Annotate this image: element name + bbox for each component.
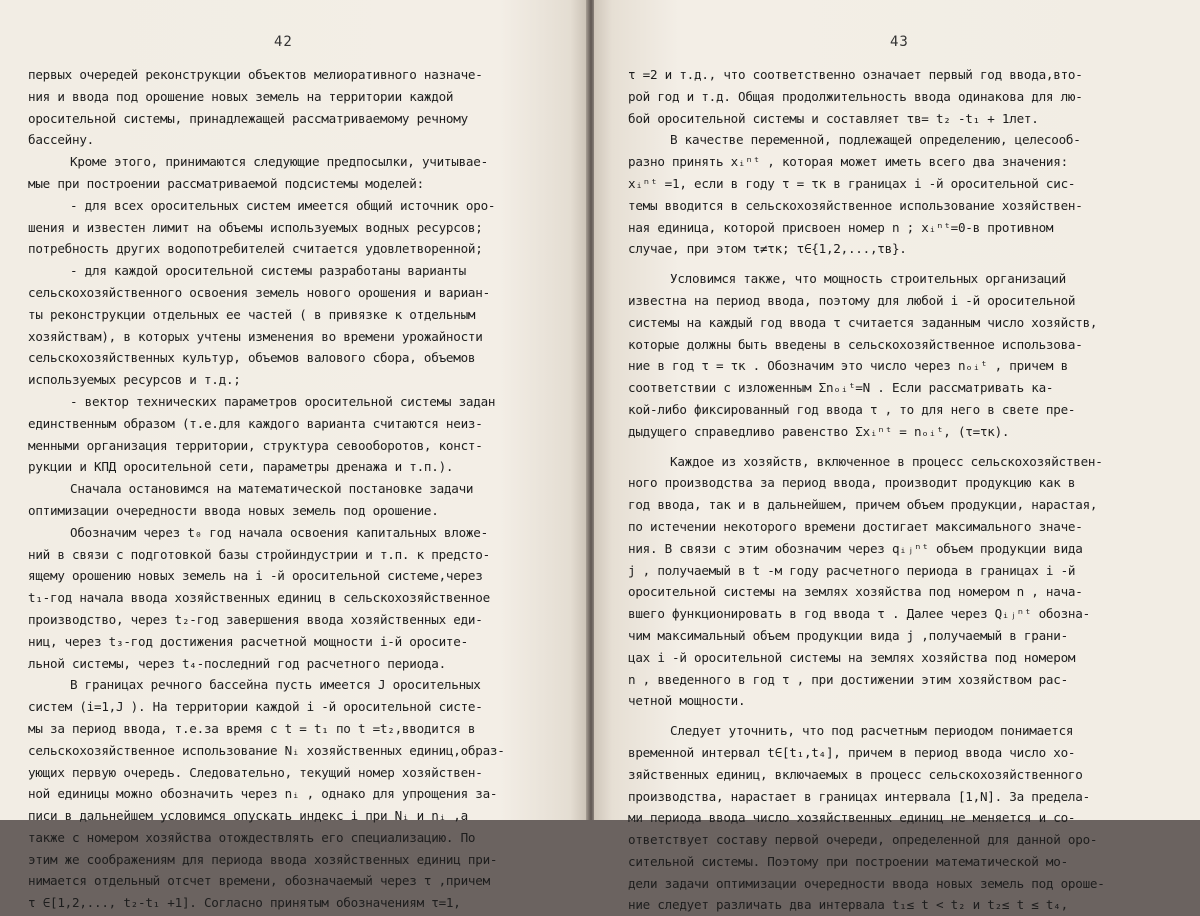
text-line: временной интервал t∈[t₁,t₄], причем в период ввода число хо- — [628, 744, 1076, 760]
text-line: шения и известен лимит на объемы используемых водных ресурсов; — [28, 219, 483, 235]
text-line: менными организация территории, структура севооборотов, конст- — [28, 437, 483, 453]
text-line: темы вводится в сельскохозяйственное использование хозяйствен- — [628, 197, 1083, 213]
page-text — [628, 64, 1190, 916]
text-line: которые должны быть введены в сельскохозяйственное использова- — [628, 336, 1083, 352]
text-line: В границах речного бассейна пусть имеется J оросительных — [70, 677, 481, 693]
paragraph-gap — [628, 443, 1190, 451]
text-line: сельскохозяйственное использование Nᵢ хозяйственных единиц,образ- — [28, 742, 505, 758]
left-page — [0, 0, 588, 911]
text-line: ми периода ввода число хозяйственных единиц не меняется и со- — [628, 810, 1076, 826]
text-line: ответствует составу первой очереди, определенной для данной оро- — [628, 832, 1098, 848]
text-line: цах i -й оросительной системы на землях хозяйства под номером — [628, 649, 1076, 665]
text-line: год ввода, так и в дальнейшем, причем объем продукции, нарастая, — [628, 497, 1098, 513]
text-line: ты реконструкции отдельных ее частей ( в привязке к отдельным — [28, 306, 476, 322]
text-line: вшего функционировать в год ввода τ . Далее через Qᵢⱼⁿᵗ обозна- — [628, 606, 1090, 622]
text-line: - вектор технических параметров оросительной системы задан — [70, 393, 496, 409]
text-line: используемых ресурсов и т.д.; — [28, 372, 241, 388]
text-line: ния. В связи с этим обозначим через qᵢⱼⁿᵗ объем продукции вида — [628, 540, 1083, 556]
text-line: дыдущего справедливо равенство Σxᵢⁿᵗ = nₒᵢᵗ, (τ=τк). — [628, 423, 1010, 439]
text-line: дели задачи оптимизации очередности ввода новых земель под ороше- — [628, 875, 1105, 891]
text-line: ния и ввода под орошение новых земель на территории каждой — [28, 88, 454, 104]
text-line: производства, нарастает в границах интервала [1,N]. За предела- — [628, 788, 1090, 804]
text-line: рой год и т.д. Общая продолжительность ввода одинакова для лю- — [628, 88, 1083, 104]
text-line: ний в связи с подготовкой базы стройиндустрии и т.п. к предсто- — [28, 546, 490, 562]
text-line: оросительной системы, принадлежащей рассматриваемому речному — [28, 110, 468, 126]
text-line: Следует уточнить, что под расчетным периодом понимается — [670, 723, 1074, 739]
text-line: - для всех оросительных систем имеется общий источник оро- — [70, 197, 496, 213]
text-line: четной мощности. — [628, 693, 746, 709]
text-line: ная единица, которой присвоен номер n ; xᵢⁿᵗ=0-в противном — [628, 219, 1054, 235]
text-line: разно принять xᵢⁿᵗ , которая может иметь всего два значения: — [628, 154, 1068, 170]
text-line: по истечении некоторого времени достигает максимального значе- — [628, 518, 1083, 534]
text-line: ного производства за период ввода, производит продукцию как в — [628, 475, 1076, 491]
text-line: ниц, через t₃-год достижения расчетной мощности i-й оросите- — [28, 633, 468, 649]
text-line: зяйственных единиц, включаемых в процесс сельскохозяйственного — [628, 766, 1083, 782]
text-line: j , получаемый в t -м году расчетного периода в границах i -й — [628, 562, 1076, 578]
text-line: - для каждой оросительной системы разработаны варианты — [70, 263, 466, 279]
text-line: рукции и КПД оросительной сети, параметры дренажа и т.п.). — [28, 459, 454, 475]
text-line: Обозначим через t₀ год начала освоения капитальных вложе- — [70, 524, 488, 540]
text-line: чим максимальный объем продукции вида j ,получаемый в грани- — [628, 627, 1068, 643]
text-line: единственным образом (т.е.для каждого варианта считаются неиз- — [28, 415, 483, 431]
text-line: системы на каждый год ввода τ считается заданным число хозяйств, — [628, 314, 1098, 330]
text-line: систем (i=1,J ). На территории каждой i -й оросительной систе- — [28, 699, 483, 715]
text-line: Каждое из хозяйств, включенное в процесс сельскохозяйствен- — [670, 453, 1103, 469]
text-line: сельскохозяйственных культур, объемов валового сбора, объемов — [28, 350, 476, 366]
text-line: n , введенного в год τ , при достижении этим хозяйством рас- — [628, 671, 1068, 687]
text-line: бассейну. — [28, 132, 94, 148]
paragraph-gap — [628, 712, 1190, 720]
text-line: нимается отдельный отсчет времени, обозначаемый через τ ,причем — [28, 873, 490, 889]
page-number: 43 — [890, 34, 909, 50]
text-line: Кроме этого, принимаются следующие предпосылки, учитывае- — [70, 154, 488, 170]
text-line: известна на период ввода, поэтому для любой i -й оросительной — [628, 292, 1076, 308]
right-page — [594, 0, 1200, 913]
text-line: τ ∈[1,2,..., t₂-t₁ +1]. Согласно принятым обозначениям τ=1, — [28, 895, 461, 911]
text-line: ние в год τ = τк . Обозначим это число через nₒᵢᵗ , причем в — [628, 358, 1068, 374]
text-line: кой-либо фиксированный год ввода τ , то для него в свете пре- — [628, 401, 1076, 417]
text-line: хозяйствам), в которых учтены изменения во времени урожайности — [28, 328, 483, 344]
text-line: τ =2 и т.д., что соответственно означает первый год ввода,вто- — [628, 67, 1083, 82]
text-line: сельскохозяйственного освоения земель нового орошения и вариан- — [28, 284, 490, 300]
text-line: оптимизации очередности ввода новых земель под орошение. — [28, 502, 439, 518]
text-line: оросительной системы на землях хозяйства под номером n , нача- — [628, 584, 1083, 600]
text-line: этим же соображениям для периода ввода хозяйственных единиц при- — [28, 851, 498, 867]
text-line: t₁-год начала ввода хозяйственных единиц в сельскохозяйственное — [28, 590, 490, 606]
text-line: бой оросительной системы и составляет τв= t₂ -t₁ + 1лет. — [628, 110, 1039, 126]
text-line: ние следует различать два интервала t₁≤ t < t₂ и t₂≤ t ≤ t₄, — [628, 897, 1068, 913]
text-line: В качестве переменной, подлежащей определению, целесооб- — [670, 132, 1081, 148]
text-line: производство, через t₂-год завершения ввода хозяйственных еди- — [28, 611, 483, 627]
text-line: случае, при этом τ≠τк; τ∈{1,2,...,τв}. — [628, 241, 907, 257]
page-number: 42 — [274, 34, 293, 50]
text-line: ной единицы можно обозначить через nᵢ , однако для упрощения за- — [28, 786, 498, 802]
text-line: также с номером хозяйства отождествлять его специализацию. По — [28, 829, 476, 845]
text-line: льной системы, через t₄-последний год расчетного периода. — [28, 655, 446, 671]
text-line: соответствии с изложенным Σnₒᵢᵗ=N . Если рассматривать ка- — [628, 380, 1054, 396]
page-text — [28, 64, 576, 914]
text-line: ующих первую очередь. Следовательно, текущий номер хозяйствен- — [28, 764, 483, 780]
text-line: xᵢⁿᵗ =1, если в году τ = τк в границах i -й оросительной сис- — [628, 175, 1076, 191]
paragraph-gap — [628, 260, 1190, 268]
text-line: писи в дальнейшем условимся опускать индекс i при Nᵢ и nᵢ ,а — [28, 808, 468, 824]
text-line: мые при построении рассматриваемой подсистемы моделей: — [28, 175, 424, 191]
text-line: Сначала остановимся на математической постановке задачи — [70, 481, 474, 497]
text-line: первых очередей реконструкции объектов мелиоративного назначе- — [28, 67, 483, 82]
text-line: сительной системы. Поэтому при построении математической мо- — [628, 853, 1068, 869]
text-line: потребность других водопотребителей считается удовлетворенной; — [28, 241, 483, 257]
text-line: ящему орошению новых земель на i -й оросительной системе,через — [28, 568, 483, 584]
text-line: Условимся также, что мощность строительных организаций — [670, 271, 1066, 287]
text-line: мы за период ввода, т.е.за время с t = t₁ по t =t₂,вводится в — [28, 720, 476, 736]
